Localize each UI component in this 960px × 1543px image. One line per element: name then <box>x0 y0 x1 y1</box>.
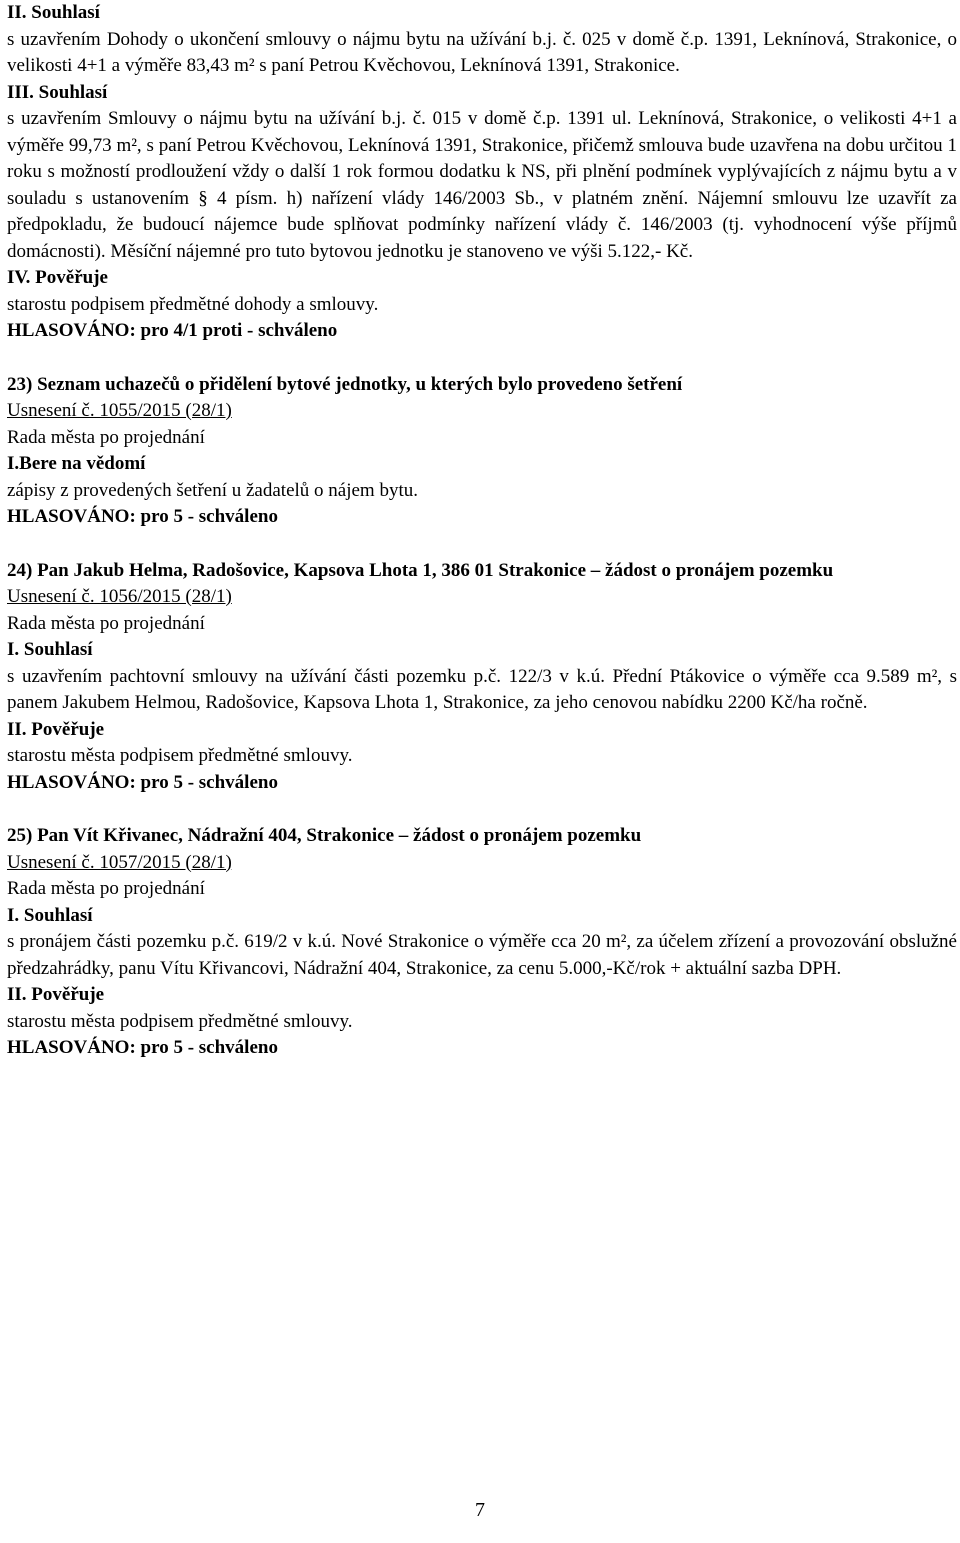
section-label: II. Pověřuje <box>7 984 105 1005</box>
paragraph: s uzavřením Smlouvy o nájmu bytu na užívání b.j. č. 015 v domě č.p. 1391 ul. Leknínová, Strakonice, o velikosti 4+1 a výměře 99,73 m², s paní Petrou Kvěchovou, Leknínová 1391, Strakonice, přičemž smlouva bude uzavřena na dobu určitou 1 roku s možností prodloužení vždy o další 1 rok formou dodatku k NS, při plnění podmínek vyplývajících z nájmu bytu a v souladu s ustanovením § 4 písm. h) nařízení vlády 146/2003 Sb., v platném znění. Nájemní smlouvu lze uzavřít za předpokladu, že budoucí nájemce bude splňovat podmínky nařízení vlády č. 146/2003 (tj. vyhodnocení výše příjmů domácnosti). Měsíční nájemné pro tuto bytovou jednotku je stanoveno ve výši 5.122,- Kč. <box>7 108 957 262</box>
section-label: III. Souhlasí <box>7 81 108 103</box>
item-heading: 24) Pan Jakub Helma, Radošovice, Kapsova Lhota 1, 386 01 Strakonice – žádost o pronájem pozemku <box>7 559 834 581</box>
paragraph: starostu města podpisem předmětné smlouvy. <box>7 1010 353 1032</box>
section-label: II. Pověřuje <box>7 718 105 740</box>
section-label: IV. Pověřuje <box>7 267 108 288</box>
vote-result: HLASOVÁNO: pro 5 - schváleno <box>7 506 278 527</box>
section-label: I. Souhlasí <box>7 639 93 660</box>
section-label: I. Souhlasí <box>7 904 93 926</box>
paragraph: starostu města podpisem předmětné smlouvy. <box>7 745 353 766</box>
page-number: 7 <box>475 1499 485 1521</box>
resolution-number: Usnesení č. 1057/2015 (28/1) <box>7 851 232 873</box>
paragraph: starostu podpisem předmětné dohody a smlouvy. <box>7 293 379 315</box>
vote-result: HLASOVÁNO: pro 5 - schváleno <box>7 771 278 793</box>
item-heading: 25) Pan Vít Křivanec, Nádražní 404, Strakonice – žádost o pronájem pozemku <box>7 825 642 846</box>
paragraph: s pronájem části pozemku p.č. 619/2 v k.ú. Nové Strakonice o výměře cca 20 m², za účelem zřízení a provozování obslužné předzahrádky, panu Vítu Křivancovi, Nádražní 404, Strakonice, za cenu 5.000,-Kč/rok + aktuální sazba DPH. <box>7 931 957 979</box>
paragraph: zápisy z provedených šetření u žadatelů o nájem bytu. <box>7 479 418 501</box>
vote-result: HLASOVÁNO: pro 4/1 proti - schváleno <box>7 320 338 341</box>
section-label: II. Souhlasí <box>7 2 100 23</box>
paragraph: s uzavřením pachtovní smlouvy na užívání části pozemku p.č. 122/3 v k.ú. Přední Ptákovice o výměře cca 9.589 m², s panem Jakubem Helmou, Radošovice, Kapsova Lhota 1, Strakonice, za jeho cenovou nabídku 2200 Kč/ha ročně. <box>7 665 957 713</box>
resolution-intro: Rada města po projednání <box>7 612 205 634</box>
resolution-intro: Rada města po projednání <box>7 878 205 899</box>
item-heading: 23) Seznam uchazečů o přidělení bytové jednotky, u kterých bylo provedeno šetření <box>7 373 683 395</box>
section-label: I.Bere na vědomí <box>7 453 146 474</box>
resolution-number: Usnesení č. 1055/2015 (28/1) <box>7 400 232 421</box>
resolution-number: Usnesení č. 1056/2015 (28/1) <box>7 586 232 607</box>
vote-result: HLASOVÁNO: pro 5 - schváleno <box>7 1037 278 1058</box>
paragraph: s uzavřením Dohody o ukončení smlouvy o nájmu bytu na užívání b.j. č. 025 v domě č.p. 1391, Leknínová, Strakonice, o velikosti 4+1 a výměře 83,43 m² s paní Petrou Kvěchovou, Leknínová 1391, Strakonice. <box>7 28 957 76</box>
document-page <box>7 0 957 1062</box>
resolution-intro: Rada města po projednání <box>7 426 205 448</box>
